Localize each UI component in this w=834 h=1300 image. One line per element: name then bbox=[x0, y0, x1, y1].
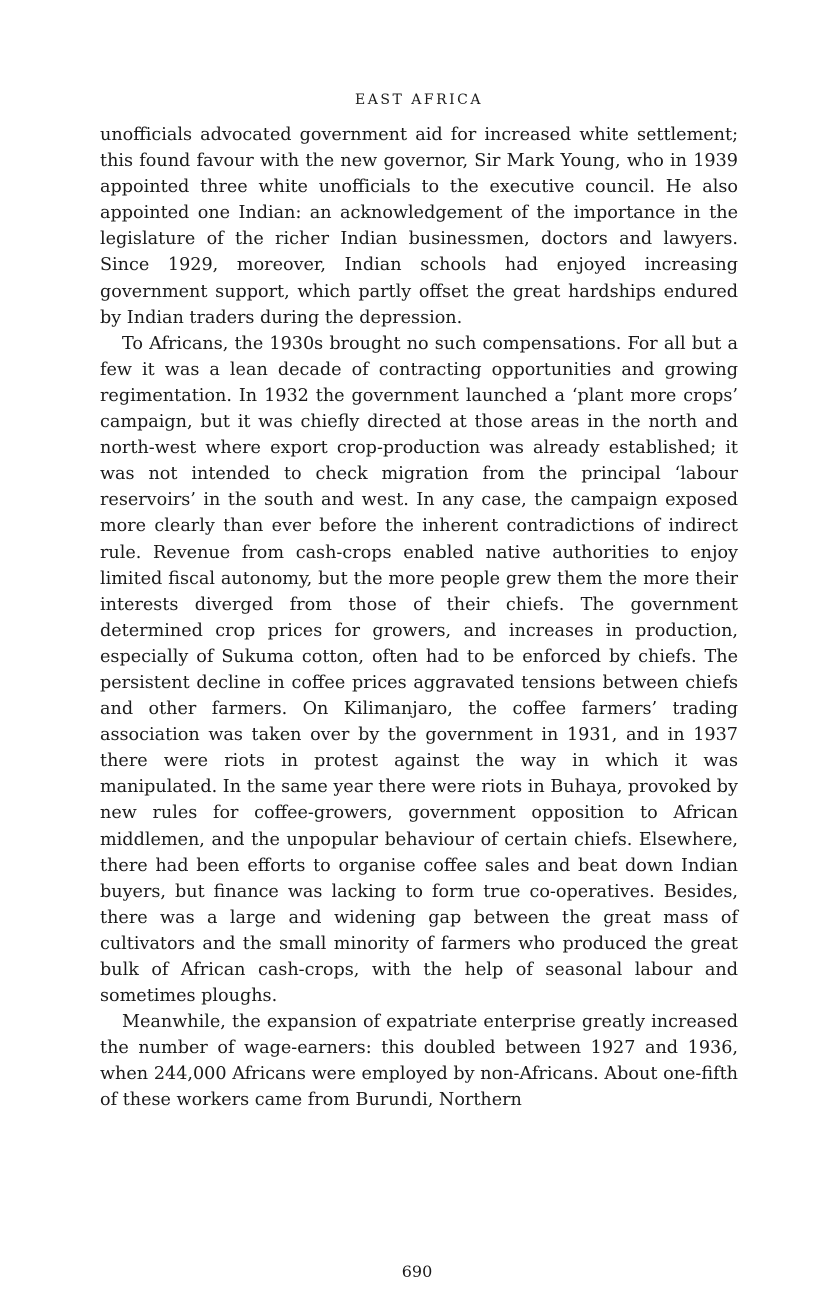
running-head: EAST AFRICA bbox=[355, 92, 483, 108]
page-number: 690 bbox=[401, 1262, 433, 1281]
paragraph-1: unofficials advocated government aid for increased white settlement; this found favour with the new governor, Sir Mark Young, who in 1939 appointed three white unofficials to the executive council. He also appointed one Indian: an acknowledgement of the importance in the legislature of the richer Indian businessmen, doctors and lawyers. Since 1929, moreover, Indian schools had enjoyed increasing government support, which partly offset the great hardships endured by Indian traders during the depression. bbox=[100, 125, 738, 328]
paragraph-3: Meanwhile, the expansion of expatriate enterprise greatly increased the number of wage-earners: this doubled between 1927 and 1936, when 244,000 Africans were employed by non-Africans. About one-fifth of these workers came from Burundi, Northern bbox=[100, 1012, 738, 1111]
paragraph-2: To Africans, the 1930s brought no such compensations. For all but a few it was a lean decade of contracting opportunities and growing regimentation. In 1932 the government launched a ‘plant more crops’ campaign, but it was chiefly directed at those areas in the north and north-west where export crop-production was already established; it was not intended to check migration from the principal ‘labour reservoirs’ in the south and west. In any case, the campaign exposed more clearly than ever before the inherent contradictions of indirect rule. Revenue from cash-crops enabled native authorities to enjoy limited fiscal autonomy, but the more people grew them the more their interests diverged from those of their chiefs. The government determined crop prices for growers, and increases in production, especially of Sukuma cotton, often had to be enforced by chiefs. The persistent decline in coffee prices aggravated tensions between chiefs and other farmers. On Kilimanjaro, the coffee farmers’ trading association was taken over by the government in 1931, and in 1937 there were riots in protest against the way in which it was manipulated. In the same year there were riots in Buhaya, provoked by new rules for coffee-growers, government opposition to African middlemen, and the unpopular behaviour of certain chiefs. Elsewhere, there had been efforts to organise coffee sales and beat down Indian buyers, but finance was lacking to form true co-operatives. Besides, there was a large and widening gap between the great mass of cultivators and the small minority of farmers who produced the great bulk of African cash-crops, with the help of seasonal labour and sometimes ploughs. bbox=[100, 333, 738, 1007]
page bbox=[100, 92, 738, 1114]
body-text bbox=[100, 122, 738, 1114]
